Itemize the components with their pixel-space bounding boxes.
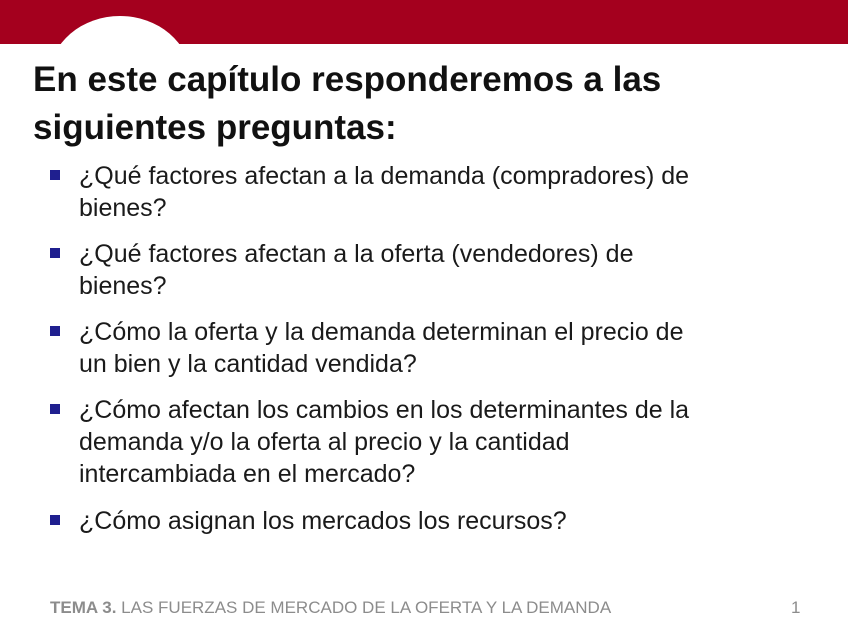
footer-chapter-label: TEMA 3. [50,598,117,617]
square-bullet-icon [50,248,60,258]
page-number: 1 [791,598,801,617]
slide-footer [50,598,611,618]
question-text-line: ¿Cómo asignan los mercados los recursos? [79,507,567,535]
question-text-line: demanda y/o la oferta al precio y la cantidad [79,428,570,456]
question-text-line: bienes? [79,194,167,222]
slide-title [33,56,823,152]
question-text-line: ¿Cómo la oferta y la demanda determinan el precio de [79,318,684,346]
slide-title-line: En este capítulo responderemos a las [33,60,662,99]
footer-chapter-title: LAS FUERZAS DE MERCADO DE LA OFERTA Y LA DEMANDA [121,598,612,617]
square-bullet-icon [50,326,60,336]
question-text-line: ¿Qué factores afectan a la oferta (vendedores) de [79,240,634,268]
square-bullet-icon [50,404,60,414]
question-text-line: ¿Qué factores afectan a la demanda (compradores) de [79,162,690,190]
slide-title-line: siguientes preguntas: [33,108,397,147]
header-arc-decoration [50,16,190,44]
square-bullet-icon [50,515,60,525]
question-text-line: intercambiada en el mercado? [79,460,416,488]
question-text-line: ¿Cómo afectan los cambios en los determinantes de la [79,396,690,424]
square-bullet-icon [50,170,60,180]
question-text-line: bienes? [79,272,167,300]
header-bar [0,0,848,44]
question-text-line: un bien y la cantidad vendida? [79,350,417,378]
